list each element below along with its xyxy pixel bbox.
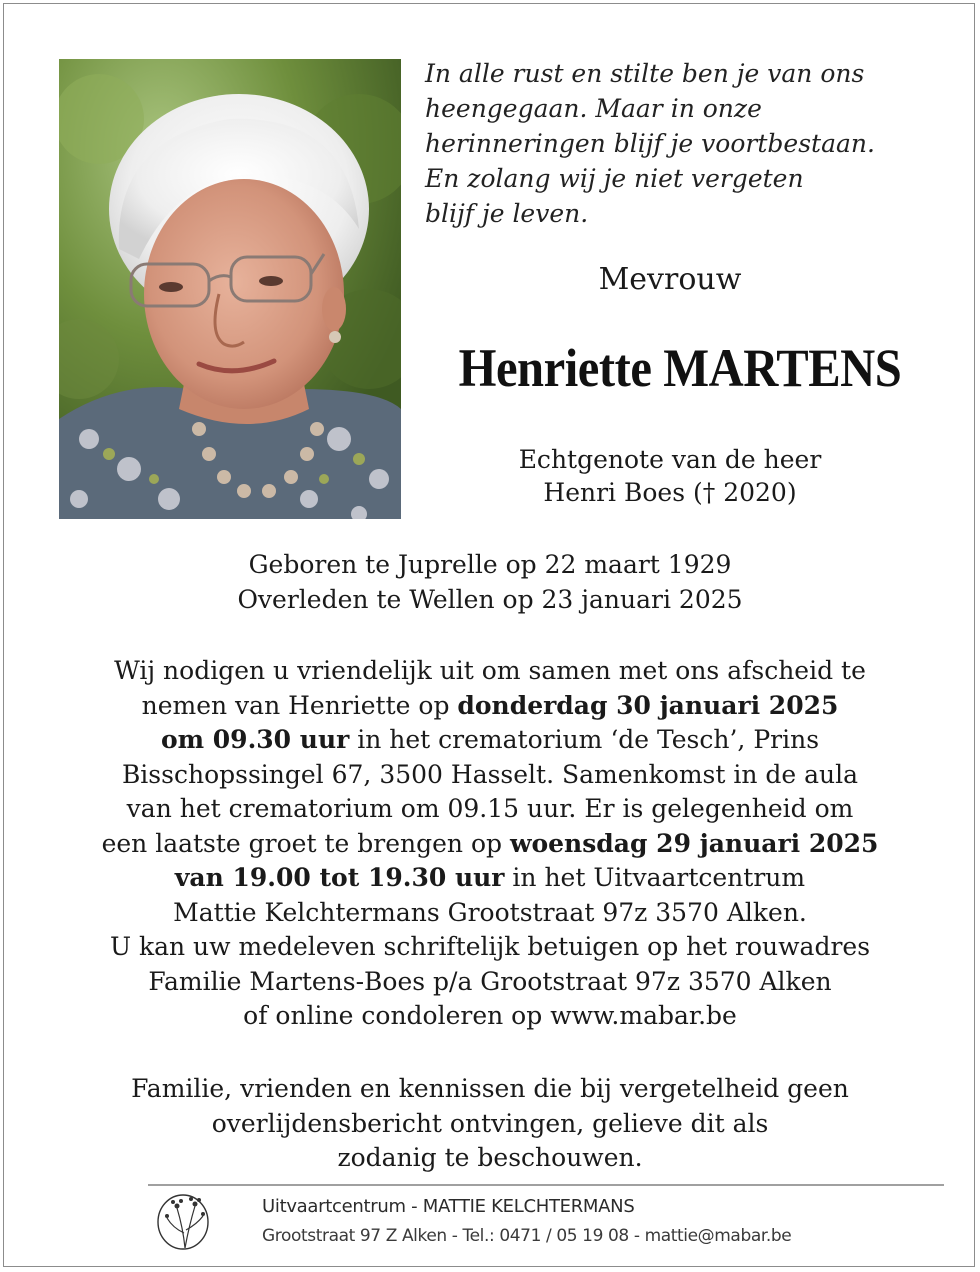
poem-line: En zolang wij je niet vergeten xyxy=(425,164,804,193)
invite-text: een laatste groet te brengen op xyxy=(101,828,510,858)
ceremony-time: om 09.30 uur xyxy=(160,725,350,754)
invite-line: Mattie Kelchtermans Grootstraat 97z 3570 Alken. xyxy=(173,897,807,927)
ceremony-date: donderdag 30 januari 2025 xyxy=(457,690,839,720)
family-notice xyxy=(40,1072,940,1176)
invite-line: of online condoleren op www.mabar.be xyxy=(243,1001,737,1030)
invite-line xyxy=(40,723,940,758)
death-line: Overleden te Wellen op 23 januari 2025 xyxy=(237,584,743,614)
poem xyxy=(425,56,945,231)
portrait-photo xyxy=(59,59,401,519)
family-line: overlijdensbericht ontvingen, gelieve dit als xyxy=(211,1108,769,1138)
viewing-date: woensdag 29 januari 2025 xyxy=(509,828,879,858)
poem-line: In alle rust en stilte ben je van ons xyxy=(425,59,865,88)
funeral-home-name: Uitvaartcentrum - MATTIE KELCHTERMANS xyxy=(262,1196,635,1217)
invite-line xyxy=(40,827,940,862)
invite-line xyxy=(40,689,940,724)
flower-logo-icon xyxy=(155,1188,217,1252)
honorific: Mevrouw xyxy=(598,262,742,297)
life-dates xyxy=(40,548,940,617)
invite-line: van het crematorium om 09.15 uur. Er is gelegenheid om xyxy=(126,794,854,823)
invite-line xyxy=(40,861,940,896)
invite-text: in het Uitvaartcentrum xyxy=(504,863,806,892)
funeral-home-contact: Grootstraat 97 Z Alken - Tel.: 0471 / 05 19 08 - mattie@mabar.be xyxy=(262,1226,792,1246)
spouse-line: Henri Boes († 2020) xyxy=(543,478,797,507)
spouse-info xyxy=(400,443,940,509)
spouse-line: Echtgenote van de heer xyxy=(518,445,822,474)
invite-text: nemen van Henriette op xyxy=(141,690,458,720)
invite-line: U kan uw medeleven schriftelijk betuigen op het rouwadres xyxy=(109,932,871,961)
family-line: Familie, vrienden en kennissen die bij vergetelheid geen xyxy=(131,1074,849,1103)
birth-line: Geboren te Juprelle op 22 maart 1929 xyxy=(248,550,732,579)
invite-line: Wij nodigen u vriendelijk uit om samen met ons afscheid te xyxy=(114,656,866,685)
invitation-text xyxy=(40,654,940,1034)
poem-line: heengegaan. Maar in onze xyxy=(425,94,762,123)
family-line: zodanig te beschouwen. xyxy=(337,1143,643,1172)
poem-line: blijf je leven. xyxy=(425,199,589,228)
footer-divider xyxy=(148,1184,944,1186)
invite-line: Bisschopssingel 67, 3500 Hasselt. Samenkomst in de aula xyxy=(121,759,859,789)
deceased-name: Henriette MARTENS xyxy=(458,338,902,398)
poem-line: herinneringen blijf je voortbestaan. xyxy=(425,129,875,158)
viewing-time: van 19.00 tot 19.30 uur xyxy=(174,863,505,892)
invite-line: Familie Martens-Boes p/a Grootstraat 97z 3570 Alken xyxy=(148,966,832,996)
invite-text: in het crematorium ‘de Tesch’, Prins xyxy=(349,725,820,754)
